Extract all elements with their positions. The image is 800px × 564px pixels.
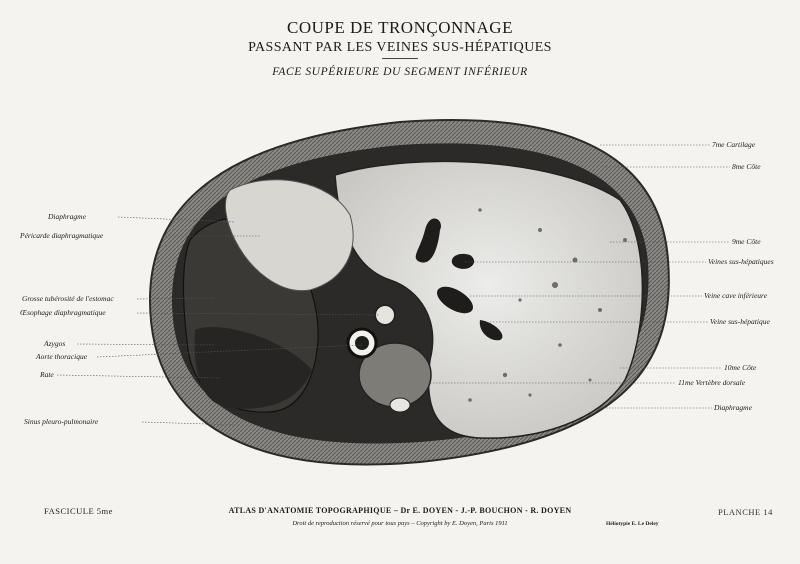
label-aorte: Aorte thoracique — [36, 352, 88, 361]
label-diaphragme-right: Diaphragme — [714, 403, 752, 412]
label-9-cote: 9me Côte — [732, 237, 761, 246]
atlas-credit: ATLAS D'ANATOMIE TOPOGRAPHIQUE – Dr E. DOYEN - J.-P. BOUCHON - R. DOYEN — [228, 506, 572, 515]
label-veine-cave: Veine cave inférieure — [704, 291, 768, 300]
plate-view-caption: FACE SUPÉRIEURE DU SEGMENT INFÉRIEUR — [272, 66, 528, 78]
label-azygos: Azygos — [44, 339, 66, 348]
label-tuberosite-estomac: Grosse tubérosité de l'estomac — [22, 294, 114, 303]
heliotype-credit: Héliotypie E. Le Deley — [606, 521, 659, 527]
copyright-line: Droit de reproduction réservé pour tous pays – Copyright by E. Doyen, Paris 1911 — [292, 520, 508, 527]
label-diaphragme-left: Diaphragme — [48, 212, 86, 221]
label-veines-sus-hepatiques: Veines sus-hépatiques — [708, 257, 774, 266]
label-10-cote: 10me Côte — [724, 363, 757, 372]
label-8-cote: 8me Côte — [732, 162, 761, 171]
label-rate: Rate — [40, 370, 54, 379]
label-oesophage: Œsophage diaphragmatique — [20, 308, 106, 317]
plate-number: PLANCHE 14 — [718, 507, 773, 517]
label-11-vertebre: 11me Vertèbre dorsale — [678, 378, 746, 387]
fascicule-number: FASCICULE 5me — [44, 506, 113, 516]
plate-title: COUPE DE TRONÇONNAGE — [287, 18, 513, 37]
label-pericarde: Péricarde diaphragmatique — [20, 231, 104, 240]
spinal-canal — [390, 398, 410, 412]
plate-subtitle: PASSANT PAR LES VEINES SUS-HÉPATIQUES — [248, 40, 552, 55]
label-7-cartilage: 7me Cartilage — [712, 140, 756, 149]
label-veine-sus-hepatique: Veine sus-hépatique — [710, 317, 770, 326]
label-sinus: Sinus pleuro-pulmonaire — [24, 417, 99, 426]
